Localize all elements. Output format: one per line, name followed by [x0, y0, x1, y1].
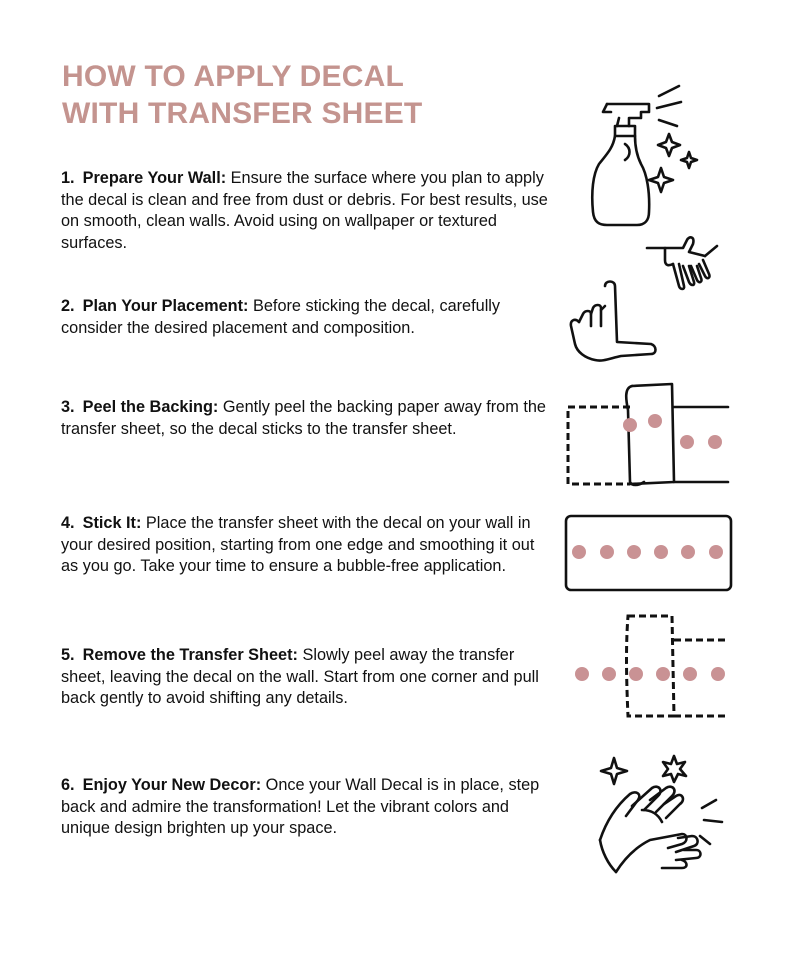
decal-dot — [623, 418, 637, 432]
step-heading: Prepare Your Wall: — [82, 169, 227, 187]
step-2 — [61, 296, 553, 339]
decal-dot — [648, 414, 662, 428]
step-heading: Enjoy Your New Decor: — [82, 776, 262, 794]
step-5 — [61, 645, 553, 710]
step-number: 2. — [61, 297, 75, 315]
step-text: Ensure the surface where you plan to apply the decal is clean and free from dust or debris. For best results, use on smooth, clean walls. Avoid using on wallpaper or textured surfaces. — [61, 169, 548, 252]
decal-dot — [708, 435, 722, 449]
step-3 — [61, 397, 553, 440]
decal-dot — [683, 667, 697, 681]
decal-dot — [627, 545, 641, 559]
decal-dot — [656, 667, 670, 681]
step-heading: Peel the Backing: — [82, 398, 219, 416]
step-number: 4. — [61, 514, 75, 532]
step-number: 1. — [61, 169, 75, 187]
step-number: 5. — [61, 646, 75, 664]
framing-hands-icon — [565, 230, 730, 370]
page-title — [62, 58, 422, 132]
decal-dot — [629, 667, 643, 681]
decal-dot — [711, 667, 725, 681]
clapping-hands-icon — [592, 752, 732, 874]
decal-dot — [572, 545, 586, 559]
step-4 — [61, 513, 553, 578]
step-heading: Plan Your Placement: — [82, 297, 249, 315]
step-text: Slowly peel away the transfer sheet, leaving the decal on the wall. Start from one corner and pull back gently to avoid shifting any details. — [61, 646, 539, 707]
remove-sheet-icon — [568, 612, 733, 722]
decal-dot — [681, 545, 695, 559]
title-line-2: WITH TRANSFER SHEET — [62, 97, 423, 130]
decal-dot — [602, 667, 616, 681]
step-heading: Remove the Transfer Sheet: — [82, 646, 298, 664]
transfer-sheet-icon — [564, 514, 734, 594]
spray-bottle-icon — [585, 82, 710, 230]
step-number: 3. — [61, 398, 75, 416]
title-line-1: HOW TO APPLY DECAL — [62, 60, 404, 93]
decal-dot — [709, 545, 723, 559]
decal-dot — [575, 667, 589, 681]
decal-dot — [680, 435, 694, 449]
step-number: 6. — [61, 776, 75, 794]
step-text: Place the transfer sheet with the decal on your wall in your desired position, starting from one edge and smoothing it out as you go. Take your time to ensure a bubble-free application. — [61, 514, 535, 575]
step-heading: Stick It: — [82, 514, 142, 532]
step-1 — [61, 168, 553, 254]
step-text: Before sticking the decal, carefully consider the desired placement and composition. — [61, 297, 501, 337]
step-text: Once your Wall Decal is in place, step back and admire the transformation! Let the vibrant colors and unique design brighten up your space. — [61, 776, 540, 837]
decal-dot — [600, 545, 614, 559]
step-text: Gently peel the backing paper away from the transfer sheet, so the decal sticks to the transfer sheet. — [61, 398, 546, 438]
peel-backing-icon — [566, 380, 731, 488]
decal-dot — [654, 545, 668, 559]
step-6 — [61, 775, 553, 840]
